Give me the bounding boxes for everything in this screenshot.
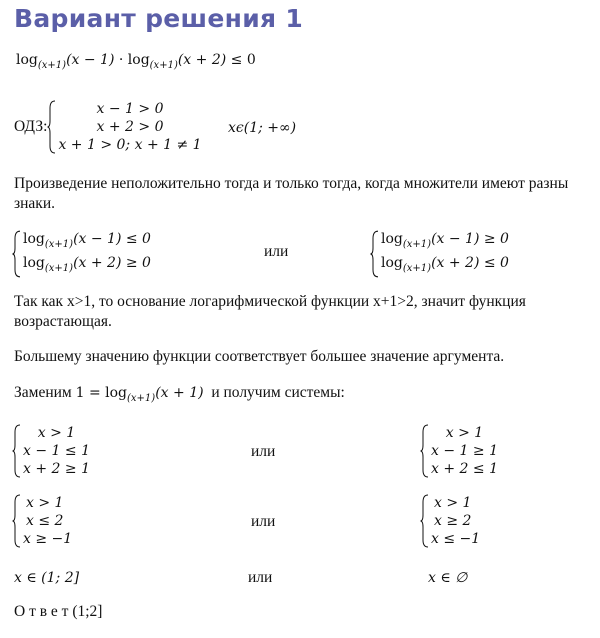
odz-result-text: xϵ(1; +∞) xyxy=(228,120,297,136)
system-line: x + 2 ≤ 1 xyxy=(431,461,498,477)
system-left-2 xyxy=(12,424,90,478)
relation: ≤ 0 xyxy=(226,52,256,68)
system-line: x ≥ −1 xyxy=(23,531,73,547)
or-label: или xyxy=(251,513,276,530)
or-label: или xyxy=(251,443,276,460)
system-line: x > 1 xyxy=(434,495,472,511)
log-arg: (x + 2) xyxy=(177,52,227,68)
paragraph-substitute xyxy=(14,384,345,404)
paragraph-product-sign-cont: знаки. xyxy=(14,195,55,212)
log-word: log xyxy=(23,231,45,247)
system-line: x > 1 xyxy=(37,425,76,441)
or-label: или xyxy=(248,569,273,586)
system-line: (x − 1) ≤ 0 xyxy=(73,231,151,247)
brace-icon xyxy=(370,230,379,278)
system-line: x > 1 xyxy=(445,425,484,441)
system-line: x ≤ −1 xyxy=(431,531,481,547)
problem-inequality xyxy=(16,52,256,71)
log-arg: (x + 1) xyxy=(155,385,204,401)
result-right-text: x ∈ ∅ xyxy=(428,570,468,586)
dot-operator: · xyxy=(114,52,128,68)
system-line: x − 1 ≤ 1 xyxy=(23,443,90,459)
page-title: Вариант решения 1 xyxy=(14,4,304,33)
log-arg: (x − 1) xyxy=(66,52,115,68)
log-word: log xyxy=(23,255,45,271)
paragraph-product-sign: Произведение неположительно тогда и только тогда, когда множители имеют разны xyxy=(14,175,569,192)
system-line: (x − 1) ≥ 0 xyxy=(431,231,509,247)
odz-line: x − 1 > 0 xyxy=(96,101,164,117)
log-base: (x+1) xyxy=(402,263,432,274)
or-label: или xyxy=(264,243,289,260)
result-left xyxy=(14,570,79,586)
system-left-1 xyxy=(12,230,151,278)
log-base: (x+1) xyxy=(44,239,74,250)
system-line: x ≤ 2 xyxy=(26,513,64,529)
paragraph-base-increasing: Так как x>1, то основание логарифмической функции x+1>2, значит функция xyxy=(14,293,526,310)
substitute-eq: 1 = log xyxy=(75,385,128,401)
odz-result xyxy=(228,120,296,136)
brace-icon xyxy=(420,424,429,478)
brace-icon xyxy=(12,424,21,478)
substitute-suffix: и получим системы: xyxy=(203,384,345,401)
log-word: log xyxy=(381,255,403,271)
log-word: log xyxy=(16,52,38,68)
result-left-text: x ∈ (1; 2] xyxy=(14,570,80,586)
brace-icon xyxy=(12,230,21,278)
log-base: (x+1) xyxy=(402,239,432,250)
log-base: (x+1) xyxy=(149,60,178,71)
log-word: log xyxy=(381,231,403,247)
brace-icon xyxy=(47,100,56,154)
log-base: (x+1) xyxy=(127,393,156,404)
system-right-2 xyxy=(420,424,498,478)
log-base: (x+1) xyxy=(44,263,74,274)
paragraph-monotonic: Большему значению функции соответствует большее значение аргумента. xyxy=(14,348,505,365)
system-line: x + 2 ≥ 1 xyxy=(23,461,90,477)
substitute-prefix: Заменим xyxy=(14,384,76,401)
odz-label: ОДЗ: xyxy=(14,118,48,135)
brace-icon xyxy=(420,494,429,548)
system-line: x − 1 ≥ 1 xyxy=(431,443,498,459)
system-line: (x + 2) ≤ 0 xyxy=(431,255,509,271)
odz-line: x + 1 > 0; x + 1 ≠ 1 xyxy=(58,137,202,153)
system-line: (x + 2) ≥ 0 xyxy=(73,255,151,271)
system-right-3 xyxy=(420,494,480,548)
log-word: log xyxy=(127,52,150,68)
answer: О т в е т (1;2] xyxy=(14,603,103,620)
system-left-3 xyxy=(12,494,72,548)
paragraph-base-increasing-cont: возрастающая. xyxy=(14,313,112,330)
system-right-1 xyxy=(370,230,509,278)
odz-line: x + 2 > 0 xyxy=(96,119,164,135)
odz-system xyxy=(47,100,201,154)
log-base: (x+1) xyxy=(37,60,67,71)
system-line: x ≥ 2 xyxy=(434,513,472,529)
system-line: x > 1 xyxy=(26,495,64,511)
odz-block xyxy=(14,100,202,154)
result-right xyxy=(428,570,467,586)
brace-icon xyxy=(12,494,21,548)
